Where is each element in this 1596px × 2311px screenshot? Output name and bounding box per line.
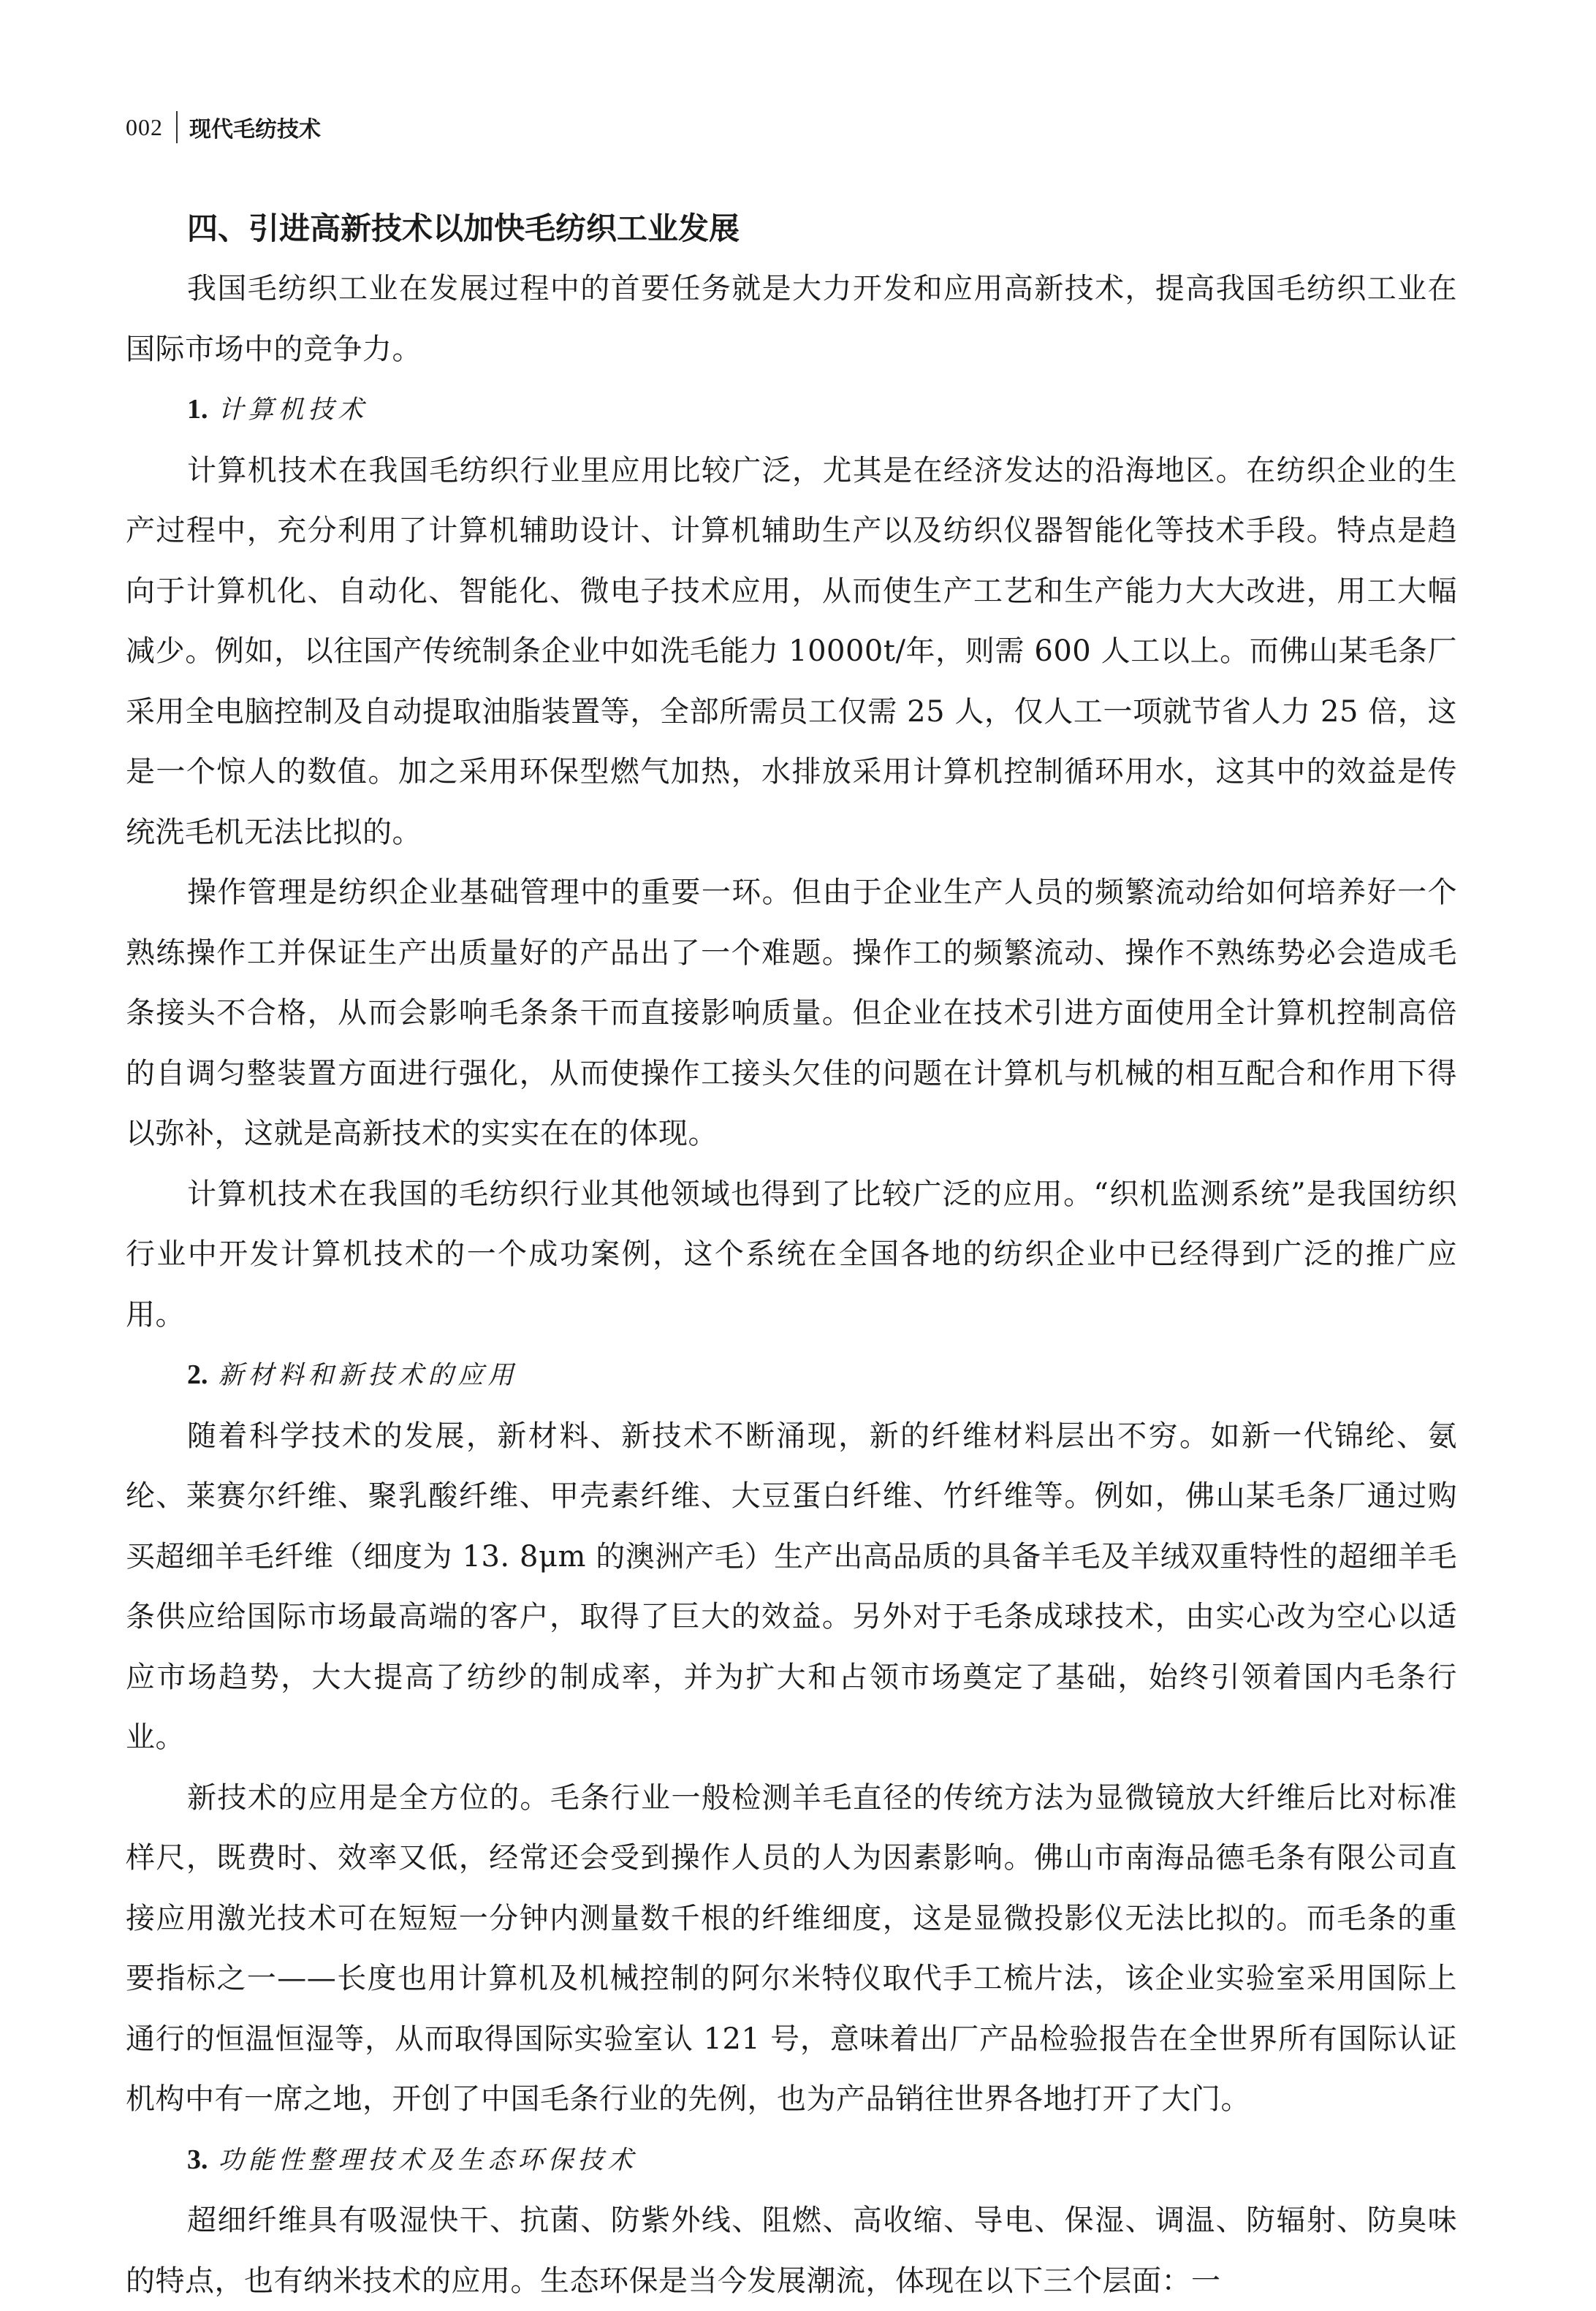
paragraph: 超细纤维具有吸湿快干、抗菌、防紫外线、阻燃、高收缩、导电、保湿、调温、防辐射、防臭味的特点，也有纳米技术的应用。生态环保是当今发展潮流，体现在以下三个层面：一	[126, 2204, 1457, 2298]
page-number: 002	[126, 113, 163, 140]
section-heading: 四、引进高新技术以加快毛纺织工业发展	[187, 210, 740, 246]
section-intro-paragraph: 我国毛纺织工业在发展过程中的首要任务就是大力开发和应用高新技术，提高我国毛纺织工业在国际市场中的竞争力。	[126, 272, 1457, 366]
subheading-number: 3.	[187, 2144, 208, 2175]
paragraph: 随着科学技术的发展，新材料、新技术不断涌现，新的纤维材料层出不穷。如新一代锦纶、氨纶、莱赛尔纤维、聚乳酸纤维、甲壳素纤维、大豆蛋白纤维、竹纤维等。例如，佛山某毛条厂通过购买超细羊毛纤维（细度为 13. 8μm 的澳洲产毛）生产出高品质的具备羊毛及羊绒双重特性的超细羊毛条供应给国际市场最高端的客户，取得了巨大的效益。另外对于毛条成球技术，由实心改为空心以适应市场趋势，大大提高了纺纱的制成率，并为扩大和占领市场奠定了基础，始终引领着国内毛条行业。	[126, 1419, 1457, 1754]
paragraph: 新技术的应用是全方位的。毛条行业一般检测羊毛直径的传统方法为显微镜放大纤维后比对标准样尺，既费时、效率又低，经常还会受到操作人员的人为因素影响。佛山市南海品德毛条有限公司直接应用激光技术可在短短一分钟内测量数千根的纤维细度，这是显微投影仪无法比拟的。而毛条的重要指标之一——长度也用计算机及机械控制的阿尔米特仪取代手工梳片法，该企业实验室采用国际上通行的恒温恒湿等，从而取得国际实验室认 121 号，意味着出厂产品检验报告在全世界所有国际认证机构中有一席之地，开创了中国毛条行业的先例，也为产品销往世界各地打开了大门。	[126, 1780, 1457, 2116]
book-title: 现代毛纺技术	[189, 117, 321, 143]
running-header	[126, 107, 321, 148]
subheading-title: 功能性整理技术及生态环保技术	[218, 2145, 638, 2175]
header-divider	[176, 111, 178, 143]
subheading-number: 1.	[187, 394, 208, 425]
subheading-title: 计算机技术	[218, 395, 368, 425]
paragraph: 计算机技术在我国毛纺织行业里应用比较广泛，尤其是在经济发达的沿海地区。在纺织企业的生产过程中，充分利用了计算机辅助设计、计算机辅助生产以及纺织仪器智能化等技术手段。特点是趋向于计算机化、自动化、智能化、微电子技术应用，从而使生产工艺和生产能力大大改进，用工大幅减少。例如，以往国产传统制条企业中如洗毛能力 10000t/年，则需 600 人工以上。而佛山某毛条厂采用全电脑控制及自动提取油脂装置等，全部所需员工仅需 25 人，仅人工一项就节省人力 25 倍，这是一个惊人的数值。加之采用环保型燃气加热，水排放采用计算机控制循环用水，这其中的效益是传统洗毛机无法比拟的。	[126, 453, 1457, 849]
page-body	[126, 199, 1457, 2311]
paragraph: 操作管理是纺织企业基础管理中的重要一环。但由于企业生产人员的频繁流动给如何培养好一个熟练操作工并保证生产出质量好的产品出了一个难题。操作工的频繁流动、操作不熟练势必会造成毛条接头不合格，从而会影响毛条条干而直接影响质量。但企业在技术引进方面使用全计算机控制高倍的自调匀整装置方面进行强化，从而使操作工接头欠佳的问题在计算机与机械的相互配合和作用下得以弥补，这就是高新技术的实实在在的体现。	[126, 876, 1457, 1150]
subheading-computer-technology	[126, 379, 1457, 441]
subheading-number: 2.	[187, 1359, 208, 1390]
paragraph: 计算机技术在我国的毛纺织行业其他领域也得到了比较广泛的应用。“织机监测系统”是我国纺织行业中开发计算机技术的一个成功案例，这个系统在全国各地的纺织企业中已经得到广泛的推广应用。	[126, 1177, 1457, 1332]
subheading-title: 新材料和新技术的应用	[218, 1361, 518, 1390]
subheading-functional-finishing	[126, 2130, 1457, 2191]
subheading-new-materials	[126, 1345, 1457, 1406]
